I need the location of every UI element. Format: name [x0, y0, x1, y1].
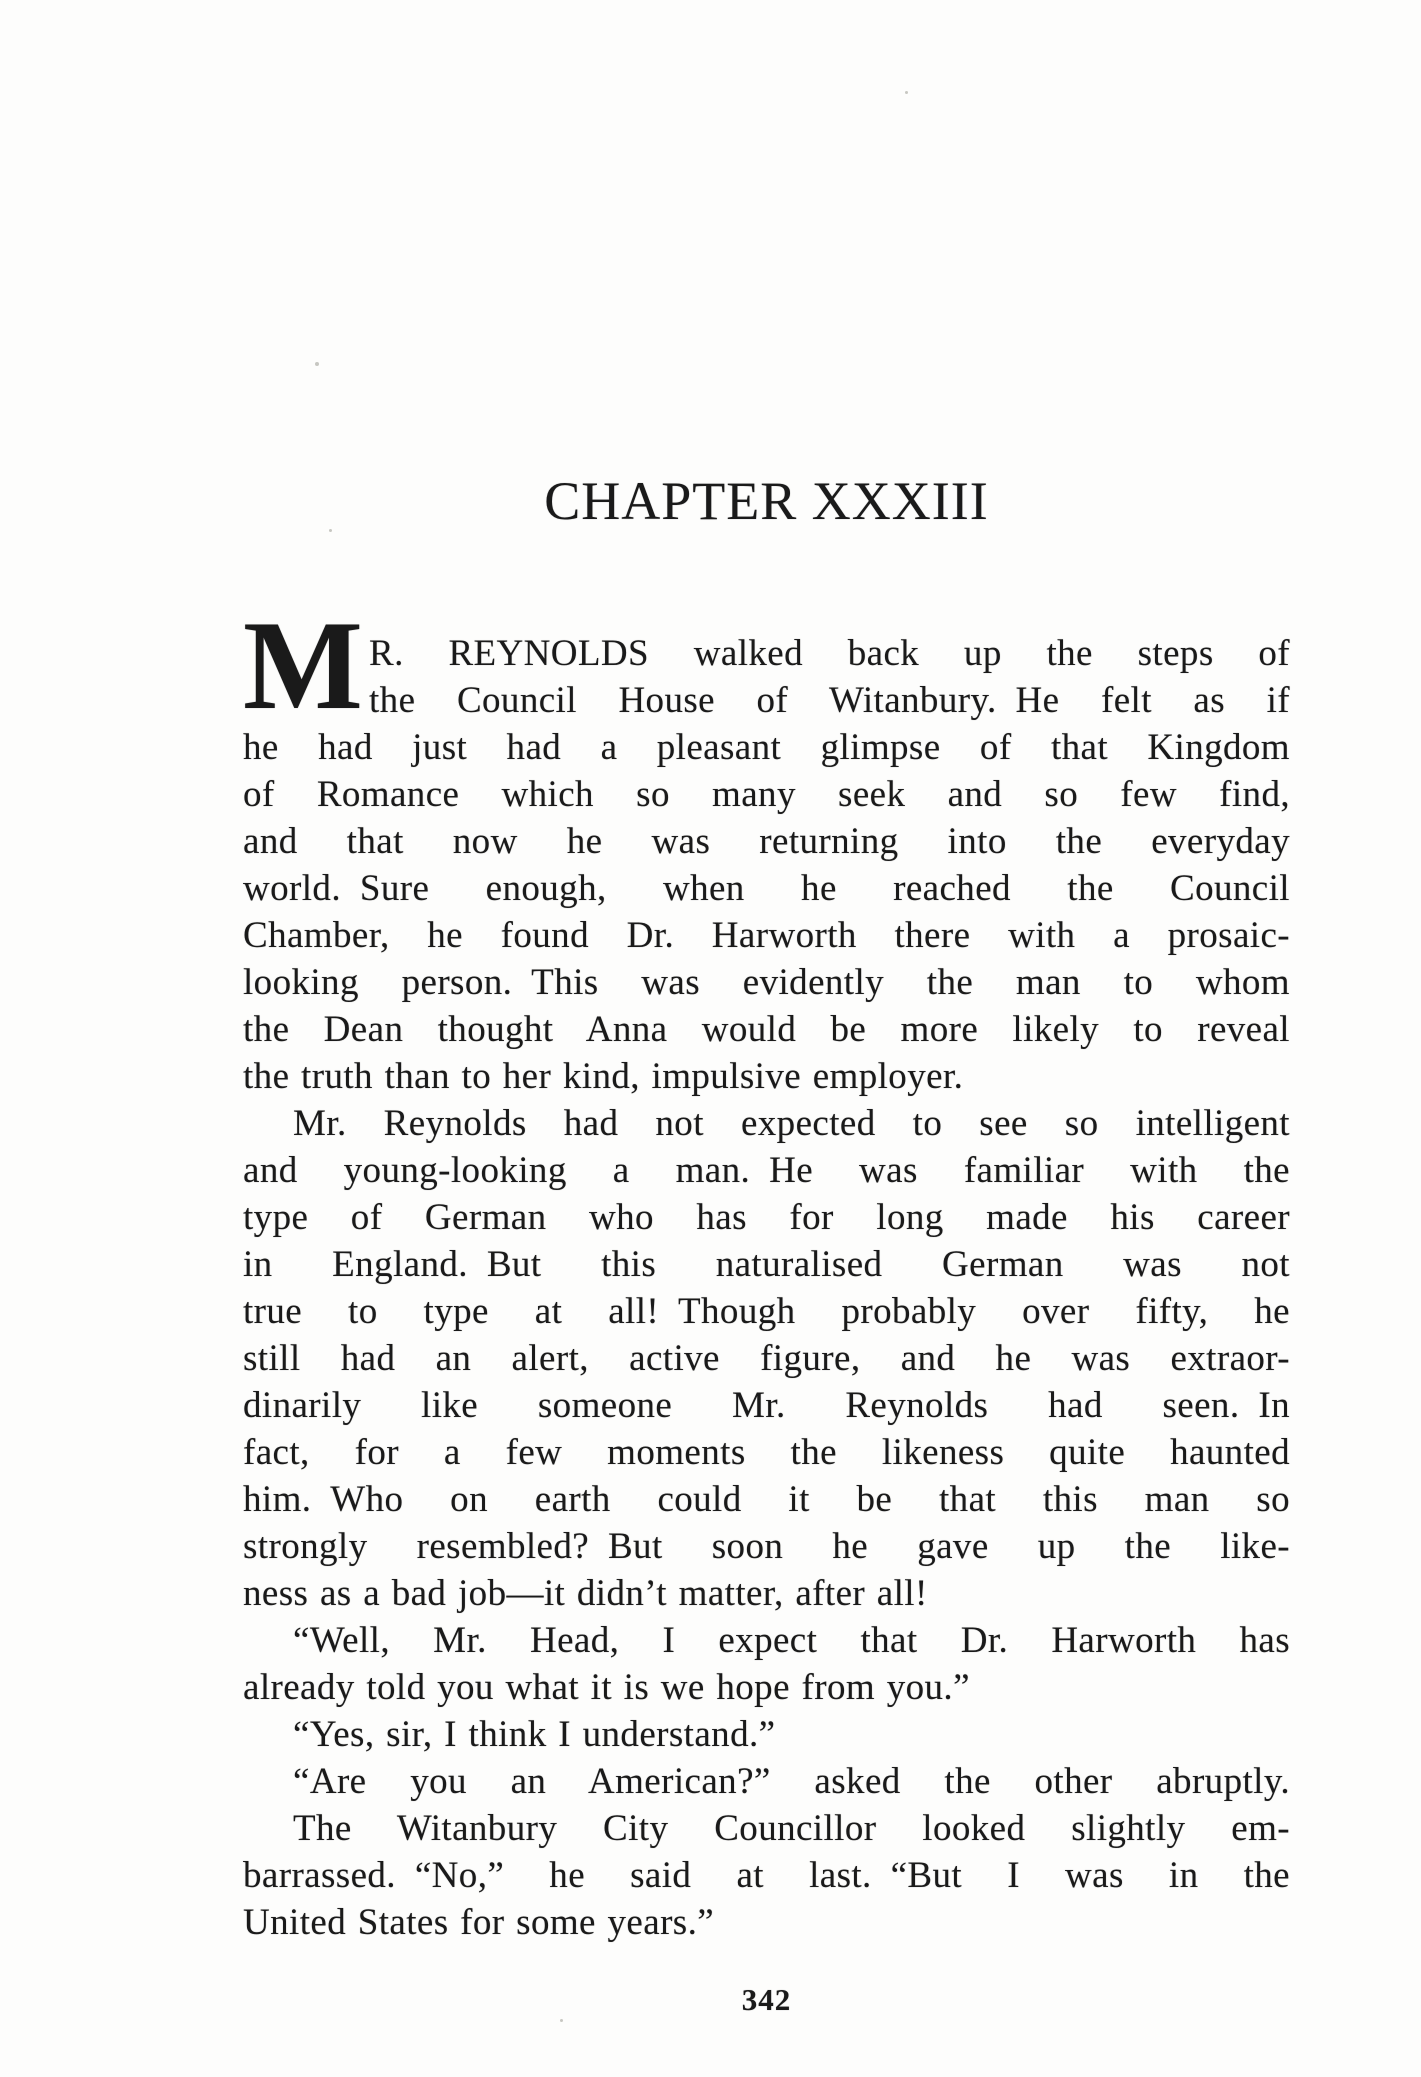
text-line: in England. But this naturalised German was not [243, 1244, 1290, 1285]
text-line: the Council House of Witanbury. He felt as if [369, 680, 1290, 721]
text-line: “Yes, sir, I think I understand.” [293, 1714, 776, 1755]
text-line: strongly resembled? But soon he gave up the like- [243, 1526, 1290, 1567]
text-line: type of German who has for long made his career [243, 1197, 1290, 1238]
text-line: barrassed. “No,” he said at last. “But I was in the [243, 1855, 1290, 1896]
ink-speck [905, 91, 908, 94]
text-line: The Witanbury City Councillor looked slightly em- [293, 1808, 1290, 1849]
text-line: still had an alert, active figure, and he was extraor- [243, 1338, 1290, 1379]
text-line: of Romance which so many seek and so few find, [243, 774, 1290, 815]
text-line: he had just had a pleasant glimpse of that Kingdom [243, 727, 1290, 768]
text-line: United States for some years.” [243, 1902, 715, 1943]
text-line: the Dean thought Anna would be more likely to reveal [243, 1009, 1290, 1050]
ink-speck [560, 2019, 563, 2022]
text-line: ness as a bad job—it didn’t matter, after all! [243, 1573, 928, 1614]
text-line: him. Who on earth could it be that this man so [243, 1479, 1290, 1520]
text-line: looking person. This was evidently the man to whom [243, 962, 1290, 1003]
text-line: and that now he was returning into the everyday [243, 821, 1290, 862]
text-line: and young-looking a man. He was familiar with the [243, 1150, 1290, 1191]
chapter-heading: CHAPTER XXXIII [544, 471, 989, 531]
ink-speck [315, 362, 319, 366]
ink-speck [329, 529, 332, 532]
page-number: 342 [741, 1982, 792, 2017]
drop-cap-letter: M [243, 596, 363, 736]
text-line: fact, for a few moments the likeness quite haunted [243, 1432, 1290, 1473]
text-line: the truth than to her kind, impulsive employer. [243, 1056, 964, 1097]
text-line: dinarily like someone Mr. Reynolds had seen. In [243, 1385, 1290, 1426]
body-text [243, 596, 1290, 1946]
text-line: world. Sure enough, when he reached the Council [243, 868, 1290, 909]
text-line: Mr. Reynolds had not expected to see so intelligent [293, 1103, 1290, 1144]
text-line: “Are you an American?” asked the other abruptly. [293, 1761, 1290, 1802]
text-line: true to type at all! Though probably over fifty, he [243, 1291, 1290, 1332]
text-line: Chamber, he found Dr. Harworth there with a prosaic- [243, 915, 1290, 956]
text-line: R. REYNOLDS walked back up the steps of [369, 633, 1290, 674]
text-line: already told you what it is we hope from you.” [243, 1667, 970, 1708]
text-line: “Well, Mr. Head, I expect that Dr. Harworth has [293, 1620, 1290, 1661]
